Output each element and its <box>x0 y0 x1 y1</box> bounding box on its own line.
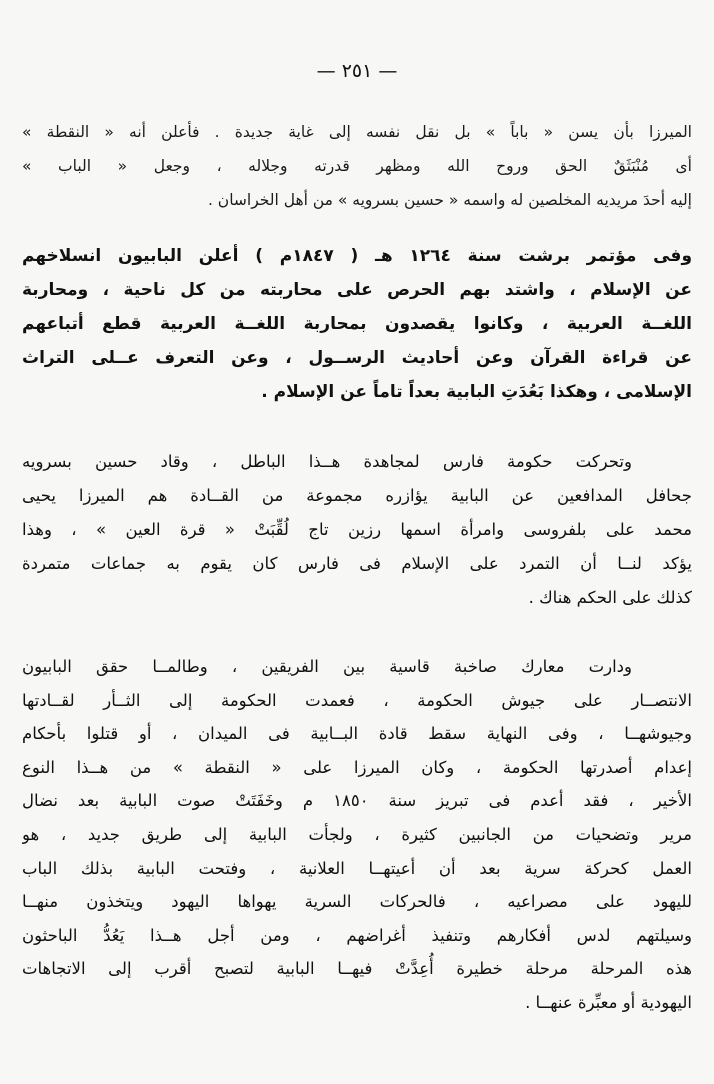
text-line: جحافل المدافعين عن البابية يؤازره مجموعة من القــادة هم الميرزا يحيى <box>22 486 692 505</box>
text-line: عن قراءة القرآن وعن أحاديث الرســول ، وعن التعرف عــلى التراث <box>22 348 692 368</box>
text-line: هذه المرحلة مرحلة خطيرة أُعِدَّتْ فيهــا البابية لتصبح أقرب إلى الاتجاهات <box>22 959 692 979</box>
paragraph-1 <box>22 115 692 217</box>
text-line: وفى مؤتمر برشت سنة ١٢٦٤ هـ ( ١٨٤٧م ) أعلن البابيون انسلاخهم <box>22 246 692 266</box>
text-line: العمل كحركة سرية بعد أن أعيتهــا العلانية ، وفتحت البابية بذلك الباب <box>22 858 692 878</box>
text-line: وجيوشهــا ، وفى النهاية سقط قادة البــابية فى الميدان ، أو قتلوا بأحكام <box>22 724 692 744</box>
text-line: الميرزا بأن يسن « باباً » بل نقل نفسه إلى غاية جديدة . فأعلن أنه « النقطة » <box>22 123 692 141</box>
text-line: الإسلامى ، وهكذا بَعُدَتِ البابية بعداً تاماً عن الإسلام . <box>261 382 692 402</box>
text-line: ودارت معارك صاخبة قاسية بين الفريقين ، وطالمــا حقق البابيون <box>22 657 632 676</box>
page-number: — ٢٥١ — <box>316 60 398 82</box>
text-line: أى مُنْبَثَقٌ الحق وروح الله ومظهر قدرته وجلاله ، وجعل « الباب » <box>22 157 692 175</box>
text-line: إعدام أصدرتها الحكومة ، وكان الميرزا على « النقطة » من هــذا النوع <box>22 757 692 777</box>
text-line: إليه أحدَ مريديه المخلصين له واسمه « حسين بسرويه » من أهل الخراسان . <box>207 191 692 209</box>
text-line: وتحركت حكومة فارس لمجاهدة هــذا الباطل ، وقاد حسين بسرويه <box>22 452 632 471</box>
text-line: اليهودية أو معبِّرة عنهــا . <box>525 992 692 1012</box>
text-line: اللغــة العربية ، وكانوا يقصدون بمحاربة اللغــة العربية قطع أتباعهم <box>22 314 692 334</box>
text-line: وسيلتهم لدس أفكارهم وتنفيذ أغراضهم ، ومن أجل هــذا يَعُدُّ الباحثون <box>22 925 692 945</box>
paragraph-4 <box>22 650 692 1020</box>
paragraph-3 <box>22 445 692 615</box>
text-line: مرير وتضحيات من الجانبين كثيرة ، ولجأت البابية إلى طريق جديد ، هو <box>22 824 692 844</box>
text-line: محمد على بلفروسى وامرأة اسمها رزين تاج لُقِّبَتْ « قرة العين » ، وهذا <box>22 520 692 539</box>
text-line: لليهود على مصراعيه ، فالحركات السرية يهواها اليهود ويتخذون منهــا <box>22 892 692 912</box>
text-line: عن الإسلام ، واشتد بهم الحرص على محاربته من كل ناحية ، ومحاربة <box>22 280 692 300</box>
paragraph-2 <box>22 239 692 409</box>
text-line: يؤكد لنــا أن التمرد على الإسلام فى فارس كان يقوم به جماعات متمردة <box>22 554 692 573</box>
text-line: كذلك على الحكم هناك . <box>528 588 692 607</box>
text-line: الأخير ، فقد أعدم فى تبريز سنة ١٨٥٠ م وخَفَتَتْ صوت البابية بعد نضال <box>22 791 692 811</box>
text-line: الانتصــار على جيوش الحكومة ، فعمدت الحكومة إلى الثــأر لقــادتها <box>22 690 692 710</box>
